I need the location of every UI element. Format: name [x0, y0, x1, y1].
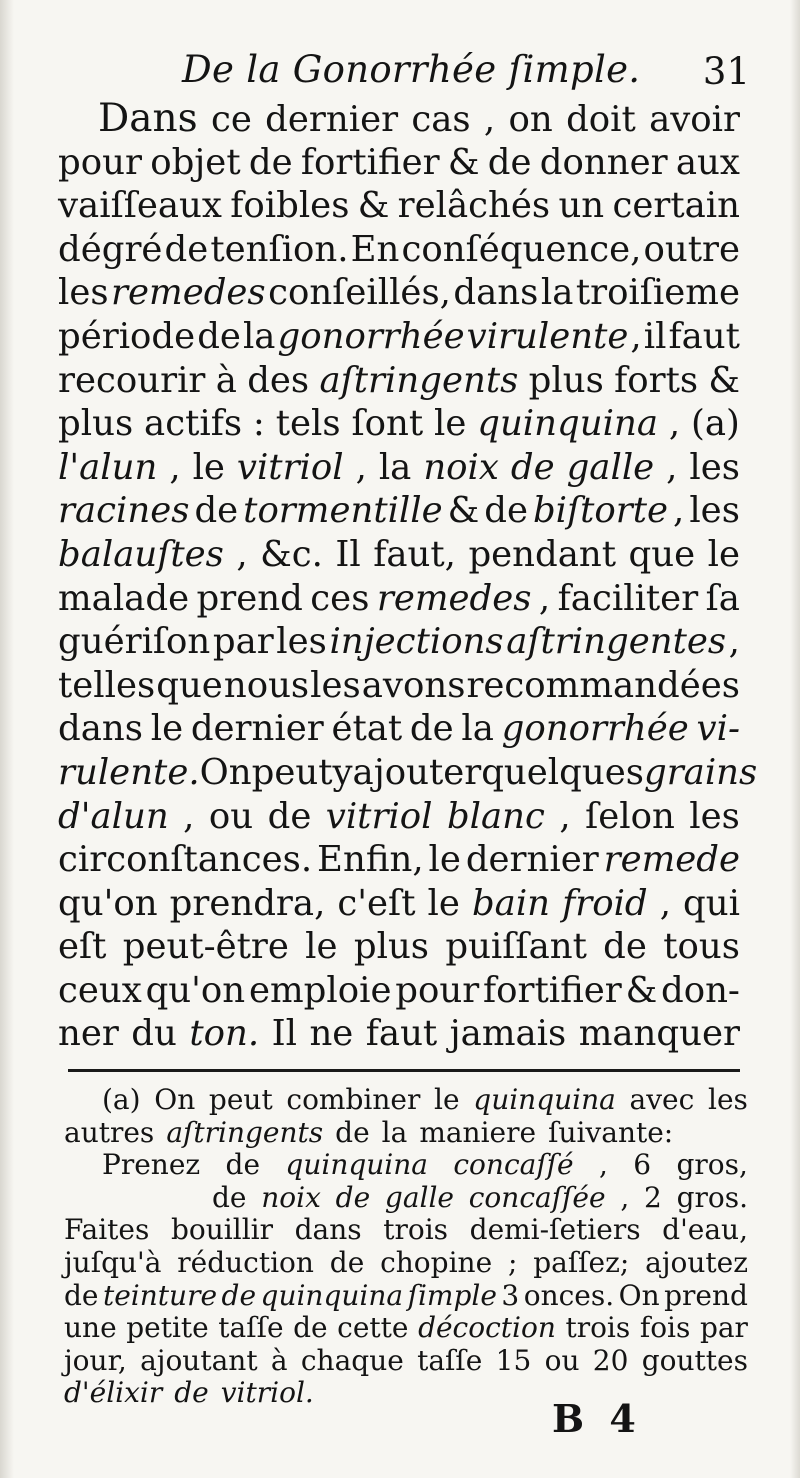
body-word: plus [58, 403, 134, 445]
body-word: vaiſſeaux [58, 185, 222, 227]
body-word: faciliter [557, 577, 699, 619]
body-line [58, 359, 740, 403]
body-word: Enfin, [317, 839, 424, 881]
body-word: quinquina [477, 403, 658, 445]
body-word: peut-être [122, 926, 289, 968]
body-word: , [483, 99, 496, 140]
footnote-word: aſtringents [166, 1115, 324, 1149]
footnote-word: autres [64, 1115, 155, 1149]
footnote-word: d'eau, [662, 1213, 748, 1247]
body-word: , [728, 621, 740, 663]
body-word: le [427, 882, 460, 924]
body-word: pendant [468, 533, 617, 575]
body-word: les [689, 446, 740, 488]
footnote-word: gros. [676, 1180, 748, 1214]
body-word: les [689, 490, 740, 532]
body-word: de [267, 795, 312, 837]
body-word: faut, [373, 533, 456, 575]
footnote-word: maniere [419, 1115, 537, 1149]
body-word: forts [614, 359, 699, 401]
body-word: tenſion. [210, 228, 349, 270]
footnote-word: les [708, 1083, 748, 1116]
footnote-line [64, 1084, 748, 1117]
body-word: noix [423, 446, 499, 488]
body-word: de [194, 490, 239, 532]
body-word: tous [663, 926, 740, 968]
body-word: manquer [578, 1013, 740, 1055]
body-word: ou [208, 795, 254, 837]
body-line [58, 97, 740, 141]
body-word: biſtorte [532, 490, 669, 532]
signature-mark: B 4 [552, 1396, 642, 1441]
body-word: , [559, 795, 571, 837]
footnote-word: trois [565, 1311, 631, 1345]
body-word: aſtringentes [506, 621, 727, 663]
body-word: nous [223, 664, 310, 706]
body-word: dernier [190, 708, 324, 750]
body-word: &c. [260, 533, 323, 575]
body-line [58, 751, 758, 795]
body-word: il [643, 315, 667, 357]
body-word: de [248, 141, 293, 183]
body-word: conſeillés, [268, 272, 451, 314]
body-word: c'eſt [337, 882, 416, 924]
footnote-word: Faites [64, 1213, 150, 1247]
body-word: tels [275, 403, 341, 445]
body-text [58, 96, 758, 1056]
footnote-line [64, 1182, 748, 1215]
footnote-word: ſuivante: [548, 1115, 674, 1149]
body-word: peut [251, 751, 333, 793]
footnote-word: à [270, 1343, 288, 1377]
footnote-word: avec [629, 1083, 695, 1116]
body-word: ne [309, 1013, 354, 1055]
body-word: (a) [691, 403, 740, 445]
body-word: de [164, 228, 209, 270]
body-word: injections [329, 621, 504, 663]
body-word: emploie [248, 969, 392, 1011]
body-word: l'alun [58, 446, 158, 488]
body-word: , [183, 795, 195, 837]
footnote-line [64, 1312, 748, 1345]
footnote-line [64, 1280, 748, 1313]
body-word: le [707, 533, 740, 575]
body-word: blanc [446, 795, 545, 837]
body-word: période [58, 315, 196, 357]
body-word: dans [453, 272, 539, 314]
footnote-word: On [154, 1083, 196, 1116]
body-word: vi- [696, 708, 740, 750]
body-word: & [447, 490, 480, 532]
body-word: remedes [111, 272, 266, 314]
footnote-word: (a) [102, 1083, 141, 1116]
body-word: que [156, 664, 223, 706]
body-word: , [666, 446, 678, 488]
body-word: rulente. [58, 751, 200, 793]
body-word: vitriol [325, 795, 433, 837]
body-word: , [668, 403, 681, 445]
footnote-line [64, 1149, 748, 1182]
footnote-word: de [221, 1278, 257, 1312]
body-word: on [508, 99, 553, 140]
footnote-word: combiner [286, 1083, 421, 1116]
body-line [58, 1012, 740, 1056]
body-word: fortifier [300, 141, 440, 183]
body-line [58, 141, 740, 185]
footnote-word: juſqu'à [64, 1245, 162, 1279]
footnote-word: gros, [676, 1148, 748, 1182]
body-word: balauſtes [58, 533, 224, 575]
body-word: jamais [449, 1013, 567, 1055]
body-word: la [540, 272, 574, 314]
footnote-word: gouttes [641, 1343, 748, 1377]
footnote-word: de [329, 1245, 365, 1279]
footnote-word: , [599, 1148, 608, 1182]
body-line [58, 707, 740, 751]
footnote-word: cette [337, 1311, 409, 1345]
body-word: quelques [481, 751, 644, 793]
body-word: & [625, 969, 658, 1011]
footnote-word: Prenez [102, 1148, 201, 1182]
body-word: Il [271, 1013, 297, 1055]
body-word: recommandées [466, 664, 740, 706]
body-word: ner [58, 1013, 119, 1055]
footnote-word: par [699, 1311, 748, 1345]
footnote-word: ajoutez [645, 1245, 748, 1279]
body-word: , [169, 446, 181, 488]
body-word: ſelon [585, 795, 675, 837]
footnote-word: de [174, 1376, 209, 1410]
body-word: aux [675, 141, 740, 183]
body-word: gonorrhée [277, 315, 465, 357]
body-word: par [212, 621, 274, 663]
footnote-line [64, 1214, 748, 1247]
body-word: , [236, 533, 248, 575]
footnote-word: décoction [418, 1311, 556, 1345]
footnote-word: taſſe [218, 1311, 284, 1345]
body-word: ce [210, 99, 252, 140]
body-word: dernier [465, 839, 599, 881]
body-word: doit [566, 99, 636, 140]
body-word: faut [668, 315, 740, 357]
body-word: guériſon [58, 621, 211, 663]
body-word: virulente [466, 315, 629, 357]
body-word: pour [58, 141, 142, 183]
footnote-word: ſimple [407, 1278, 497, 1312]
body-word: On [199, 751, 252, 793]
body-word: les [310, 664, 361, 706]
footnote-word: 2 [643, 1180, 662, 1214]
body-word: certain [612, 185, 740, 227]
footnote-word: , [620, 1180, 630, 1214]
body-word: la [242, 315, 276, 357]
body-word: la [378, 446, 412, 488]
body-word: , [630, 315, 642, 357]
body-word: de [409, 708, 454, 750]
footnote-word: la [381, 1115, 408, 1149]
footnote-word: teinture [102, 1278, 218, 1312]
footnote-word: le [434, 1083, 460, 1116]
body-word: les [276, 621, 327, 663]
body-line [58, 795, 740, 839]
footnote-word: réduction [177, 1245, 314, 1279]
footnote-word: bouillir [170, 1213, 273, 1247]
body-word: ajouter [352, 751, 482, 793]
footnote-word: 3 [501, 1278, 520, 1312]
body-word: troiſieme [575, 272, 740, 314]
footnote-word: paſſez; [533, 1245, 630, 1279]
body-word: racines [58, 490, 190, 532]
body-word: outre [643, 228, 740, 270]
body-word: gonorrhée [501, 708, 689, 750]
body-word: dans [58, 708, 143, 750]
body-word: , [673, 490, 685, 532]
body-word: le [433, 403, 467, 445]
body-word: ſont [351, 403, 424, 445]
footnote-word: dans [294, 1213, 362, 1247]
footnote-word: vitriol. [220, 1376, 314, 1410]
page-number: 31 [702, 50, 750, 93]
body-word: d'alun [58, 795, 169, 837]
footnote [64, 1084, 748, 1410]
footnote-word: de [335, 1180, 371, 1214]
body-word: prendra, [169, 882, 326, 924]
body-word: un [558, 185, 605, 227]
body-word: : [252, 403, 265, 445]
footnote-word: d'élixir [64, 1376, 163, 1410]
body-word: de [487, 141, 532, 183]
body-word: bain [471, 882, 551, 924]
body-word: donner [539, 141, 668, 183]
body-line [58, 489, 740, 533]
body-word: de [510, 446, 555, 488]
body-line [58, 664, 740, 708]
body-word: , [355, 446, 367, 488]
body-word: de [484, 490, 528, 532]
footnote-word: noix [261, 1180, 321, 1214]
body-word: des [247, 359, 310, 401]
body-word: don- [660, 969, 740, 1011]
body-word: objet [150, 141, 241, 183]
body-word: la [461, 708, 494, 750]
body-word: froid [562, 882, 648, 924]
body-word: eſt [58, 926, 107, 968]
footnote-word: peut [208, 1083, 273, 1116]
body-word: relâchés [397, 185, 551, 227]
running-title: De la Gonorrhée ſimple. [182, 48, 641, 91]
body-word: à [215, 359, 237, 401]
footnote-word: ajoutant [140, 1343, 258, 1377]
body-word: le [192, 446, 225, 488]
footnote-word: demi-ſetiers [469, 1213, 641, 1247]
body-word: fortifier [483, 969, 622, 1011]
footnote-word: 20 [592, 1343, 629, 1377]
footnote-word: chopine [380, 1245, 493, 1279]
body-word: & [447, 141, 480, 183]
footnote-word: petite [126, 1311, 209, 1345]
footnote-line [64, 1345, 748, 1378]
body-word: En [350, 228, 400, 270]
footnote-word: ou [544, 1343, 580, 1377]
footnote-line [64, 1377, 748, 1410]
footnote-word: 15 [495, 1343, 532, 1377]
body-word: remedes [376, 577, 532, 619]
body-word: vitriol [236, 446, 344, 488]
footnote-word: une [64, 1311, 117, 1345]
body-word: qui [683, 882, 740, 924]
body-line [58, 620, 740, 664]
footnote-rule [68, 1069, 740, 1072]
body-word: ſa [705, 577, 740, 619]
body-line [58, 882, 740, 926]
body-line [58, 184, 740, 228]
body-word: Dans [98, 96, 198, 141]
body-word: Il [335, 533, 361, 575]
footnote-word: jour, [64, 1343, 127, 1377]
body-word: que [628, 533, 696, 575]
body-word: plus [528, 359, 604, 401]
footnote-word: de [293, 1311, 328, 1345]
body-line [58, 577, 740, 621]
body-word: recourir [58, 359, 206, 401]
page-edge-shadow-left [0, 0, 14, 1478]
body-word: le [305, 926, 338, 968]
footnote-word: prend [664, 1278, 748, 1312]
footnote-word: chaque [300, 1343, 404, 1377]
body-word: état [331, 708, 403, 750]
footnote-word: quinquina [285, 1148, 428, 1182]
body-word: pour [395, 969, 480, 1011]
body-line [58, 402, 740, 446]
footnote-word: taſſe [417, 1343, 483, 1377]
body-line [58, 228, 740, 272]
body-line [58, 315, 740, 359]
body-word: conſéquence, [401, 228, 642, 270]
body-word: de [197, 315, 241, 357]
body-word: remede [603, 839, 740, 881]
footnote-word: trois [383, 1213, 449, 1247]
footnote-word: quinquina [260, 1278, 404, 1312]
footnote-word: de [335, 1115, 370, 1149]
body-word: ton. [189, 1013, 260, 1055]
body-word: y [332, 751, 353, 793]
body-word: malade [58, 577, 190, 619]
footnote-word: galle [384, 1180, 454, 1214]
body-word: aſtringents [319, 359, 519, 401]
body-line [58, 969, 740, 1013]
body-word: tormentille [243, 490, 443, 532]
body-word: , [538, 577, 551, 619]
footnote-word: quinquina [473, 1083, 616, 1116]
body-word: cas [411, 99, 471, 140]
body-word: le [428, 839, 461, 881]
body-word: ces [310, 577, 370, 619]
body-word: prend [196, 577, 303, 619]
body-word: de [603, 926, 647, 968]
running-head [64, 44, 754, 102]
footnote-word: de [212, 1180, 247, 1214]
body-word: qu'on [145, 969, 246, 1011]
footnote-line [64, 1117, 748, 1150]
footnote-word: de [64, 1278, 99, 1312]
footnote-word: concaſſée [468, 1180, 606, 1214]
body-word: foibles [230, 185, 350, 227]
footnote-word: fois [639, 1311, 691, 1345]
body-word: le [150, 708, 184, 750]
body-word: avons [361, 664, 466, 706]
footnote-word: 6 [633, 1148, 652, 1182]
body-word: & [708, 359, 740, 401]
body-line [58, 925, 740, 969]
body-line [58, 533, 740, 577]
body-word: & [357, 185, 390, 227]
body-word: puiſſant [445, 926, 587, 968]
body-word: plus [353, 926, 430, 968]
body-word: actifs [144, 403, 243, 445]
body-word: dernier [265, 99, 399, 140]
footnote-word: de [225, 1148, 261, 1182]
body-word: grains [643, 751, 758, 793]
body-word: dégré [58, 228, 163, 270]
footnote-word: onces. [523, 1278, 615, 1312]
footnote-line [64, 1247, 748, 1280]
body-word: les [689, 795, 740, 837]
body-line [58, 271, 740, 315]
body-word: du [131, 1013, 177, 1055]
footnote-word: concaſſé [453, 1148, 574, 1182]
page-edge-shadow-right [790, 0, 800, 1478]
body-word: qu'on [58, 882, 158, 924]
body-word: circonſtances. [58, 839, 313, 881]
body-word: avoir [649, 99, 740, 140]
body-word: les [58, 272, 109, 314]
body-word: telles [58, 664, 156, 706]
body-line [58, 838, 740, 882]
body-word: , [659, 882, 671, 924]
footnote-word: On [618, 1278, 660, 1312]
body-word: ceux [58, 969, 142, 1011]
body-word: galle [566, 446, 655, 488]
footnote-word: ; [507, 1245, 518, 1279]
body-word: faut [365, 1013, 438, 1055]
body-line [58, 446, 740, 490]
